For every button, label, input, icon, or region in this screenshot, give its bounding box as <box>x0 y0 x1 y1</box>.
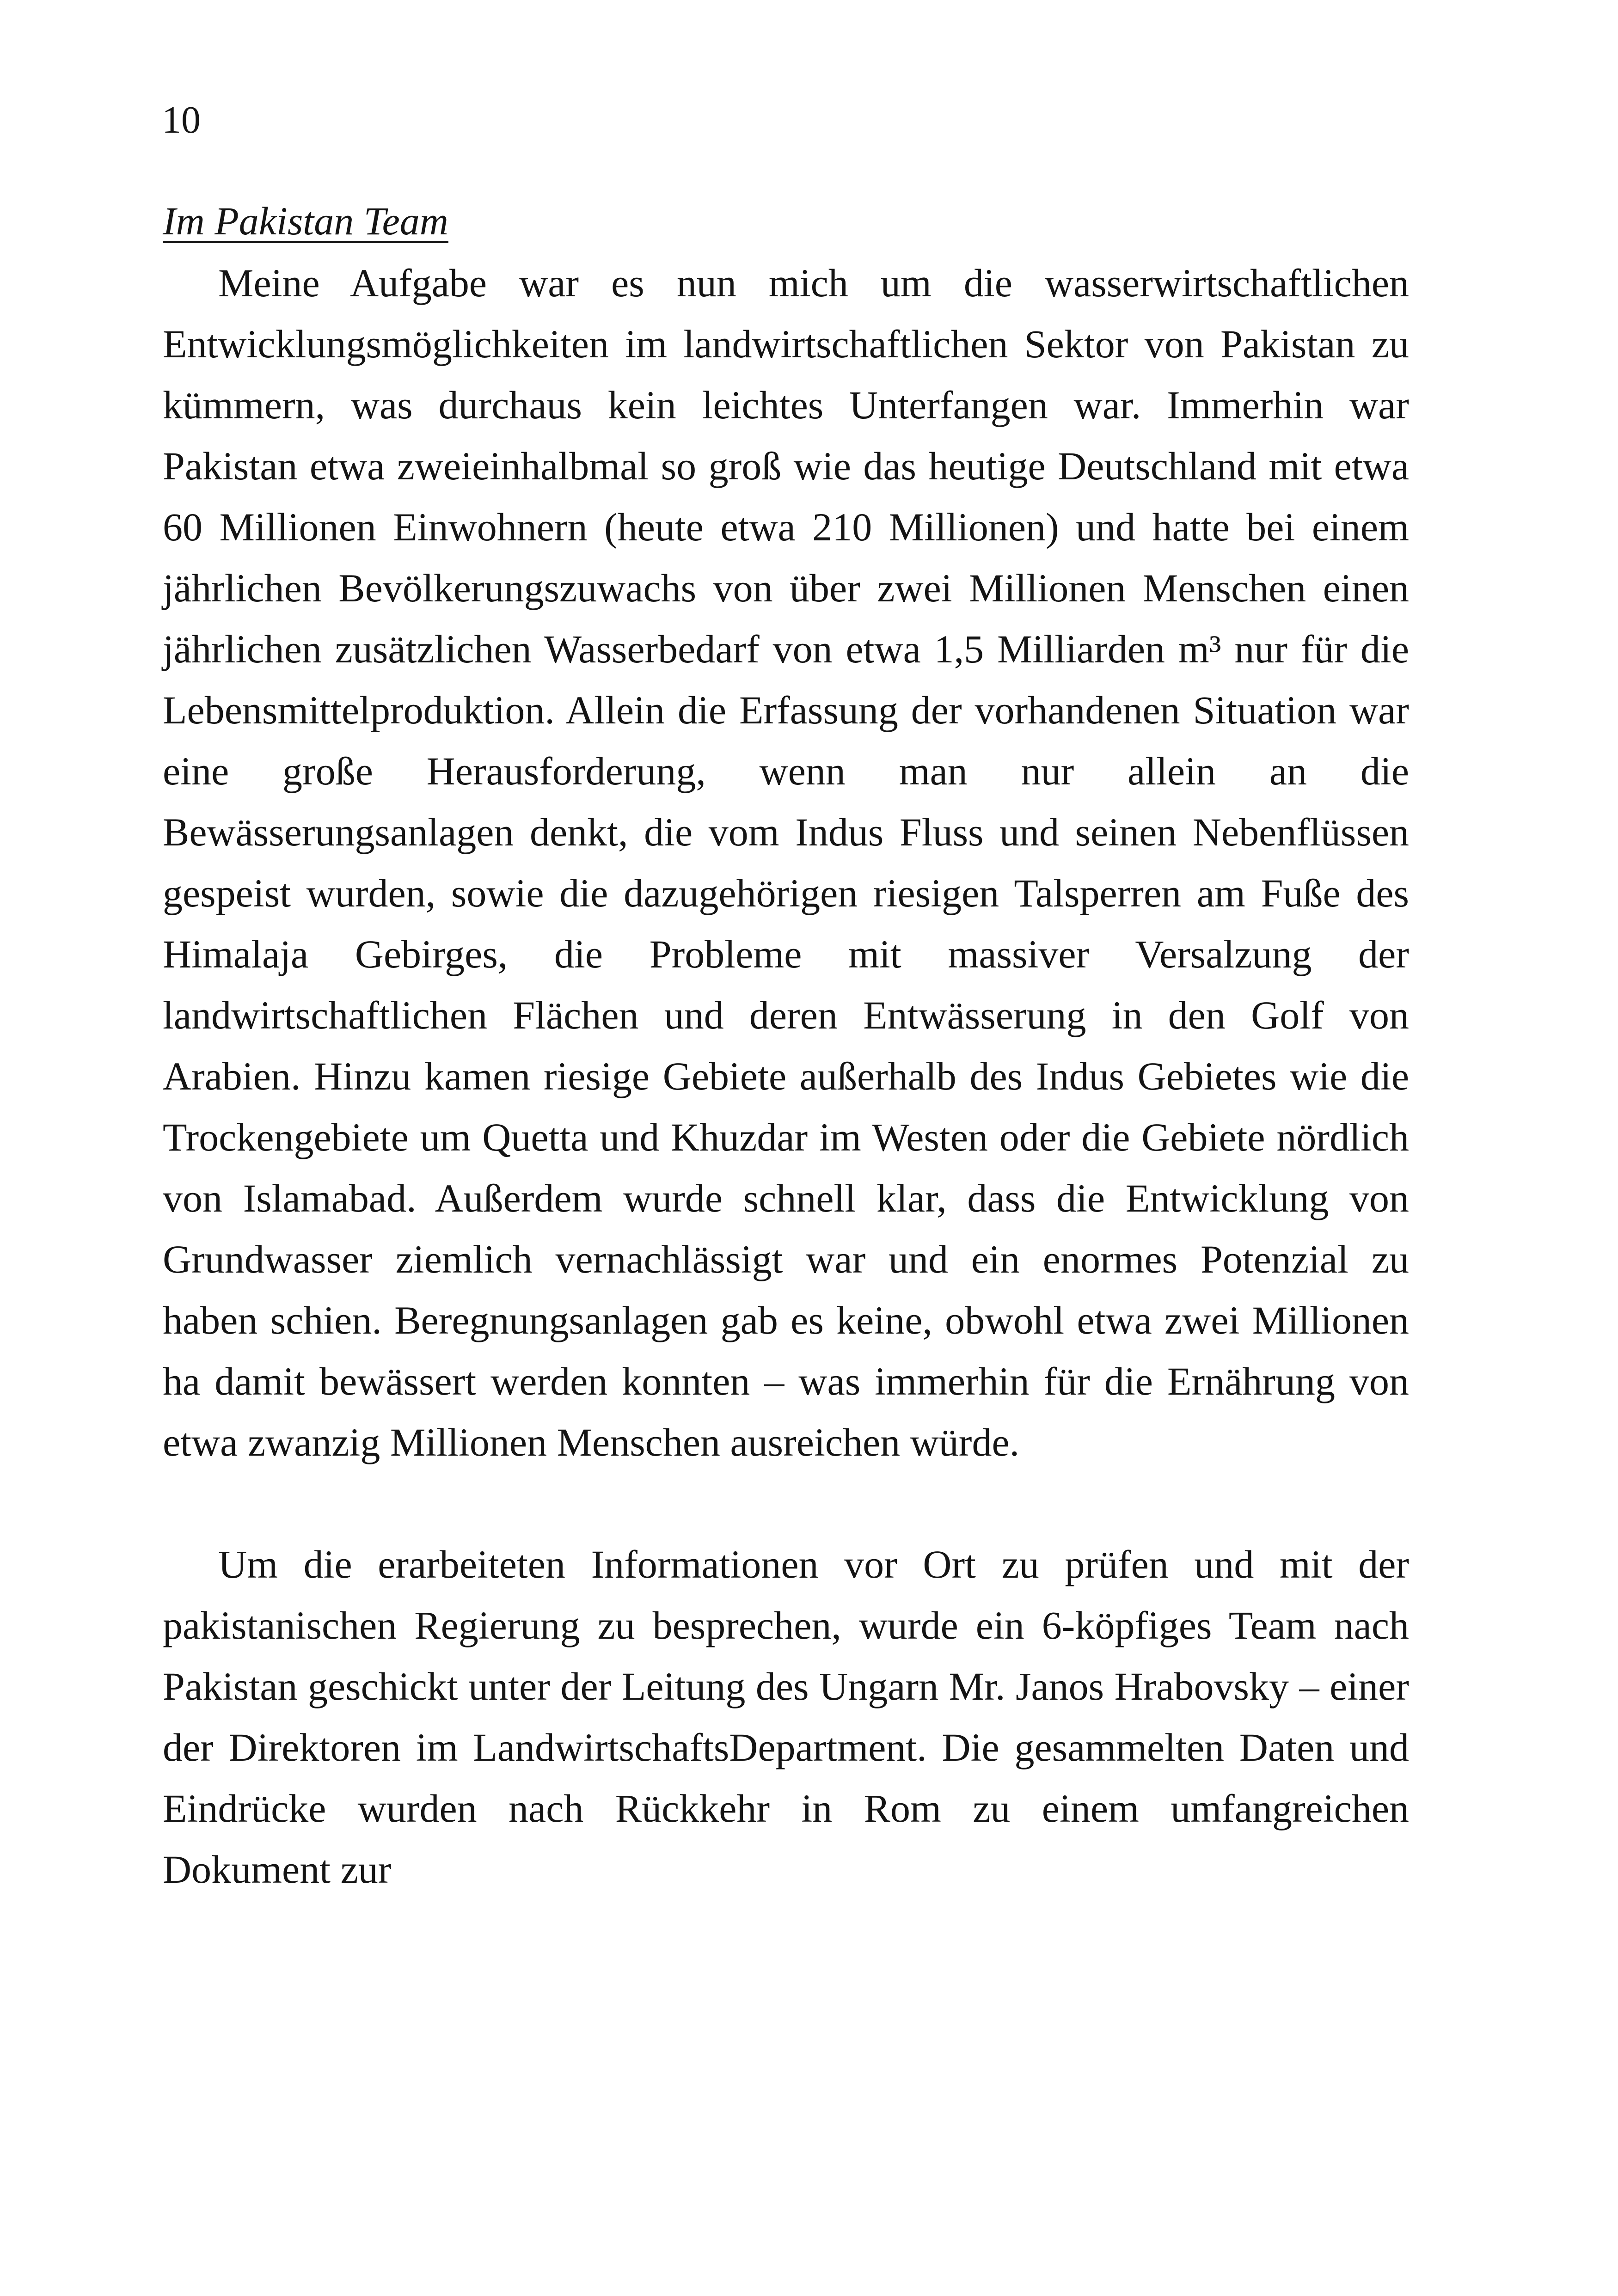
body-paragraph: Meine Aufgabe war es nun mich um die wasserwirtschaftlichen Entwicklungsmöglichkeiten im landwirtschaftlichen Sektor von Pakistan zu kümmern, was durchaus kein leichtes Unterfangen war. Immerhin war Pakistan etwa zweieinhalbmal so groß wie das heutige Deutschland mit etwa 60 Millionen Einwohnern (heute etwa 210 Millionen) und hatte bei einem jährlichen Bevölkerungszuwachs von über zwei Millionen Menschen einen jährlichen zusätzlichen Wasserbedarf von etwa 1,5 Milliarden m³ nur für die Lebensmittelproduktion. Allein die Erfassung der vorhandenen Situation war eine große Herausforderung, wenn man nur allein an die Bewässerungsanlagen denkt, die vom Indus Fluss und seinen Nebenflüssen gespeist wurden, sowie die dazugehörigen riesigen Talsperren am Fuße des Himalaja Gebirges, die Probleme mit massiver Versalzung der landwirtschaftlichen Flächen und deren Entwässerung in den Golf von Arabien. Hinzu kamen riesige Gebiete außerhalb des Indus Gebietes wie die Trockengebiete um Quetta und Khuzdar im Westen oder die Gebiete nördlich von Islamabad. Außerdem wurde schnell klar, dass die Entwicklung von Grundwasser ziemlich vernachlässigt war und ein enormes Potenzial zu haben schien. Beregnungsanlagen gab es keine, obwohl etwa zwei Millionen ha damit bewässert werden konnten – was immerhin für die Ernährung von etwa zwanzig Millionen Menschen ausreichen würde. <box>163 261 1409 1464</box>
section-heading: Im Pakistan Team <box>163 199 448 243</box>
text-block <box>163 190 1409 1900</box>
body-paragraph: Um die erarbeiteten Informationen vor Ort zu prüfen und mit der pakistanischen Regierung zu besprechen, wurde ein 6-köpfiges Team nach Pakistan geschickt unter der Leitung des Ungarn Mr. Janos Hrabovsky – einer der Direktoren im LandwirtschaftsDepartment. Die gesammelten Daten und Eindrücke wurden nach Rückkehr in Rom zu einem umfangreichen Dokument zur <box>163 1542 1409 1892</box>
page-number: 10 <box>162 98 201 141</box>
